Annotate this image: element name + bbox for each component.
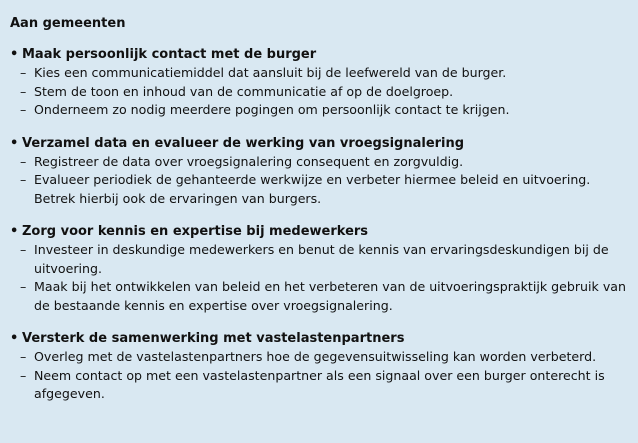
list-item-text: Kies een communicatiemiddel dat aansluit bij de leefwereld van de burger. bbox=[34, 65, 507, 80]
section-title-text: Verzamel data en evalueer de werking van vroegsignalering bbox=[22, 135, 465, 151]
list-item-text: Investeer in deskundige medewerkers en benut de kennis van ervaringsdeskundigen bij de uitvoering. bbox=[34, 242, 609, 276]
list-item-text: Stem de toon en inhoud van de communicatie af op de doelgroep. bbox=[34, 83, 454, 99]
list-item-text: Registreer de data over vroegsignalering consequent en zorgvuldig. bbox=[34, 153, 464, 169]
list-item bbox=[10, 64, 628, 83]
list-item bbox=[10, 153, 628, 172]
list-item-text: Onderneem zo nodig meerdere pogingen om persoonlijk contact te krijgen. bbox=[34, 102, 510, 117]
section-title bbox=[10, 135, 628, 153]
dash-icon: – bbox=[20, 242, 27, 257]
list-item bbox=[10, 348, 628, 367]
bullet-icon: • bbox=[10, 224, 19, 239]
list-item-text: Maak bij het ontwikkelen van beleid en het verbeteren van de uitvoeringspraktijk gebruik van de bestaande kennis en expertise over vroegsignalering. bbox=[34, 279, 626, 313]
section-contact bbox=[10, 46, 628, 120]
dash-icon: – bbox=[20, 279, 27, 294]
section-data bbox=[10, 135, 628, 209]
item-list bbox=[10, 241, 628, 315]
list-item bbox=[10, 367, 628, 404]
dash-icon: – bbox=[20, 172, 27, 187]
section-knowledge bbox=[10, 223, 628, 315]
item-list bbox=[10, 153, 628, 209]
list-item bbox=[10, 278, 628, 315]
section-title-text: Maak persoonlijk contact met de burger bbox=[22, 47, 317, 62]
list-item bbox=[10, 101, 628, 120]
bullet-icon: • bbox=[10, 135, 19, 151]
section-title bbox=[10, 223, 628, 241]
dash-icon: – bbox=[20, 367, 27, 383]
list-item bbox=[10, 241, 628, 278]
section-title-text: Versterk de samenwerking met vastelastenpartners bbox=[22, 331, 405, 346]
list-item bbox=[10, 83, 628, 102]
list-item-text: Overleg met de vastelastenpartners hoe de gegevensuitwisseling kan worden verbeterd. bbox=[34, 349, 597, 364]
list-item-text: Evalueer periodiek de gehanteerde werkwijze en verbeter hiermee beleid en uitvoering. Betrek hierbij ook de ervaringen van burgers. bbox=[34, 172, 591, 206]
bullet-icon: • bbox=[10, 47, 19, 62]
bullet-icon: • bbox=[10, 331, 19, 346]
dash-icon: – bbox=[20, 83, 27, 99]
dash-icon: – bbox=[20, 153, 27, 169]
section-cooperation bbox=[10, 330, 628, 404]
item-list bbox=[10, 64, 628, 120]
dash-icon: – bbox=[20, 349, 27, 364]
dash-icon: – bbox=[20, 102, 27, 117]
list-item bbox=[10, 171, 628, 208]
item-list bbox=[10, 348, 628, 404]
box-heading: Aan gemeenten bbox=[10, 16, 126, 31]
dash-icon: – bbox=[20, 65, 27, 80]
section-title-text: Zorg voor kennis en expertise bij medewerkers bbox=[22, 224, 369, 239]
list-item-text: Neem contact op met een vastelastenpartner als een signaal over een burger onterecht is afgegeven. bbox=[34, 367, 605, 401]
section-title bbox=[10, 330, 628, 348]
section-title bbox=[10, 46, 628, 64]
